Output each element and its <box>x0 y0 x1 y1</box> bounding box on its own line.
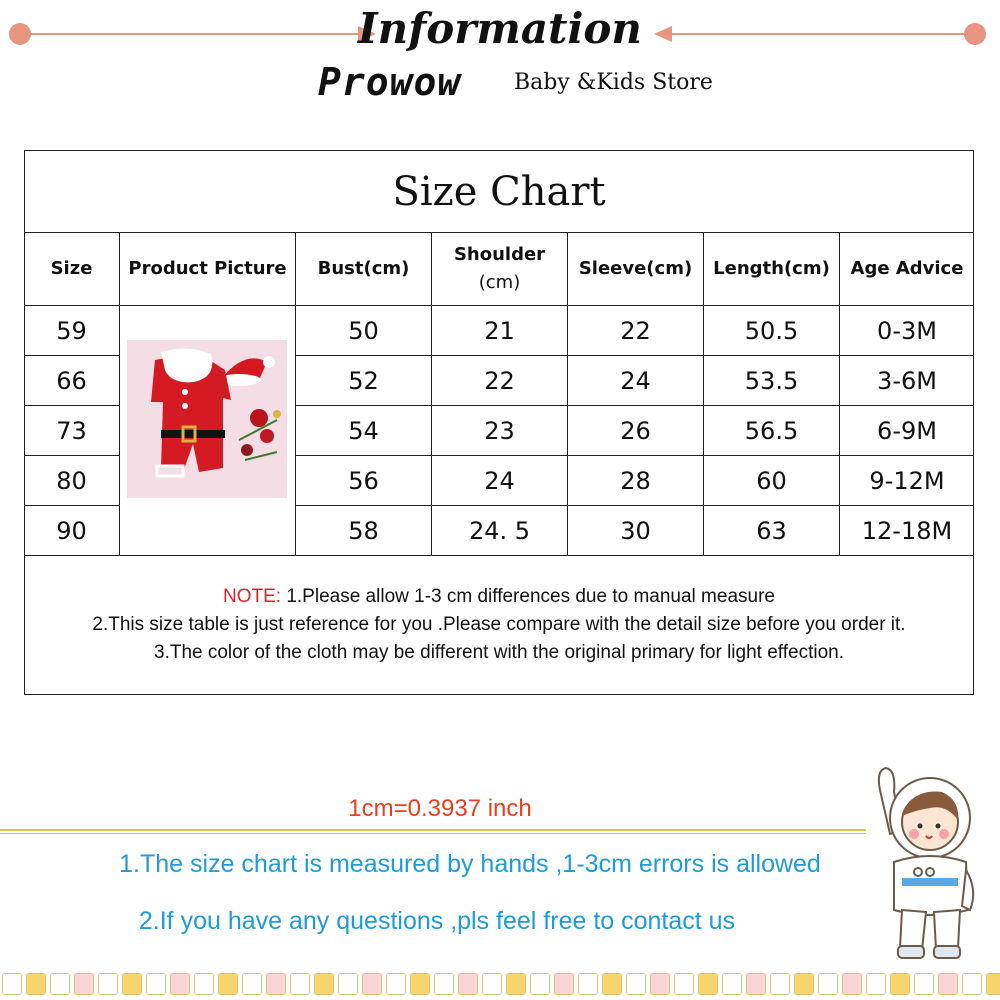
cell-size: 73 <box>56 417 87 445</box>
cell-size: 90 <box>56 517 87 545</box>
header-product-picture: Product Picture <box>128 258 287 279</box>
border-tile <box>338 973 358 995</box>
cell-length: 56.5 <box>744 417 799 445</box>
border-tile <box>890 973 910 995</box>
border-tile <box>506 973 526 995</box>
size-chart-title: Size Chart <box>392 169 606 215</box>
cell-age: 0-3M <box>877 317 937 345</box>
cell-shoulder: 24. 5 <box>468 517 531 545</box>
cell-sleeve: 26 <box>620 417 651 445</box>
border-tile <box>866 973 886 995</box>
cell-age: 3-6M <box>877 367 937 395</box>
border-tile <box>146 973 166 995</box>
border-tile <box>722 973 742 995</box>
cell-sleeve: 28 <box>620 467 651 495</box>
border-tile <box>530 973 550 995</box>
contact-info: 2.If you have any questions ,pls feel free to contact us <box>138 907 736 935</box>
border-tile <box>770 973 790 995</box>
border-tile <box>698 973 718 995</box>
border-tile <box>842 973 862 995</box>
astronaut-icon <box>872 760 982 970</box>
header-length: Length(cm) <box>713 258 830 279</box>
note-line-1 <box>223 583 775 611</box>
border-tile <box>98 973 118 995</box>
cell-age: 6-9M <box>877 417 937 445</box>
header-size: Size <box>50 258 93 279</box>
border-tile <box>242 973 262 995</box>
border-tile <box>50 973 70 995</box>
border-tile <box>170 973 190 995</box>
border-tile <box>674 973 694 995</box>
cell-shoulder: 22 <box>484 367 515 395</box>
cell-sleeve: 22 <box>620 317 651 345</box>
cell-bust: 52 <box>348 367 379 395</box>
note-label: NOTE: <box>223 586 282 607</box>
header-shoulder <box>432 233 567 305</box>
cell-bust: 56 <box>348 467 379 495</box>
border-tile <box>386 973 406 995</box>
border-tile <box>962 973 982 995</box>
header-shoulder-line1: Shoulder <box>453 244 546 265</box>
cell-size: 80 <box>56 467 87 495</box>
right-dot-ornament <box>964 23 986 45</box>
border-tile <box>26 973 46 995</box>
left-pointing-arrow-icon <box>654 26 672 42</box>
border-tile <box>650 973 670 995</box>
cell-shoulder: 21 <box>484 317 515 345</box>
border-tile <box>986 973 1000 995</box>
cell-length: 60 <box>756 467 787 495</box>
brand-name: Prowow <box>318 60 462 104</box>
border-tile <box>2 973 22 995</box>
cell-size: 59 <box>56 317 87 345</box>
border-tile <box>818 973 838 995</box>
cell-bust: 54 <box>348 417 379 445</box>
border-tile <box>578 973 598 995</box>
border-tile <box>458 973 478 995</box>
header-shoulder-line2: (cm) <box>478 272 521 293</box>
cell-bust: 50 <box>348 317 379 345</box>
cell-length: 63 <box>756 517 787 545</box>
right-header-line <box>672 33 975 35</box>
border-tile <box>602 973 622 995</box>
decorative-tile-border <box>0 973 1000 1000</box>
border-tile <box>362 973 382 995</box>
brand-subtitle: Baby &Kids Store <box>514 70 713 95</box>
border-tile <box>554 973 574 995</box>
note-line-2: 2.This size table is just reference for you .Please compare with the detail size before you order it. <box>92 614 906 635</box>
measurement-info: 1.The size chart is measured by hands ,1-3cm errors is allowed <box>119 850 821 878</box>
border-tile <box>626 973 646 995</box>
border-tile <box>434 973 454 995</box>
header-age-advice: Age Advice <box>850 258 964 279</box>
astronaut-mascot <box>872 760 982 970</box>
cell-length: 50.5 <box>744 317 799 345</box>
product-picture <box>127 340 287 498</box>
cell-sleeve: 30 <box>620 517 651 545</box>
cell-sleeve: 24 <box>620 367 651 395</box>
note-line-1-text: 1.Please allow 1-3 cm differences due to manual measure <box>281 586 775 607</box>
cell-shoulder: 23 <box>484 417 515 445</box>
border-tile <box>794 973 814 995</box>
cell-bust: 58 <box>348 517 379 545</box>
unit-conversion: 1cm=0.3937 inch <box>348 795 532 822</box>
note-block <box>24 556 974 694</box>
cell-age: 9-12M <box>869 467 945 495</box>
note-line-3: 3.The color of the cloth may be different with the original primary for light effection. <box>154 642 844 663</box>
page-title: Information <box>358 4 642 53</box>
border-tile <box>122 973 142 995</box>
cell-size: 66 <box>56 367 87 395</box>
gold-divider <box>0 833 866 834</box>
border-tile <box>914 973 934 995</box>
border-tile <box>410 973 430 995</box>
santa-romper-icon <box>127 340 287 498</box>
gold-divider <box>0 829 866 831</box>
border-tile <box>194 973 214 995</box>
header-sleeve: Sleeve(cm) <box>578 258 693 279</box>
border-tile <box>218 973 238 995</box>
border-tile <box>266 973 286 995</box>
border-tile <box>314 973 334 995</box>
border-tile <box>74 973 94 995</box>
border-tile <box>482 973 502 995</box>
border-tile <box>746 973 766 995</box>
cell-length: 53.5 <box>744 367 799 395</box>
cell-shoulder: 24 <box>484 467 515 495</box>
border-tile <box>938 973 958 995</box>
header-bust: Bust(cm) <box>317 258 410 279</box>
cell-age: 12-18M <box>861 517 953 545</box>
border-tile <box>290 973 310 995</box>
